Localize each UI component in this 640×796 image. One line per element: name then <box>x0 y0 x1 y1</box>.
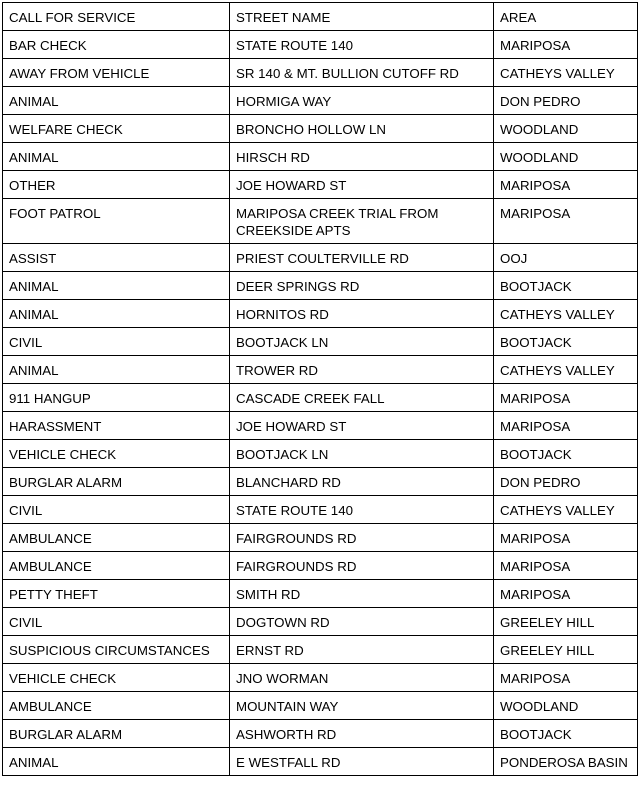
table-row <box>3 608 638 636</box>
call-for-service-cell: AMBULANCE <box>3 552 230 580</box>
table-row <box>3 59 638 87</box>
call-for-service-cell: ASSIST <box>3 244 230 272</box>
area-cell: DON PEDRO <box>494 468 638 496</box>
street-name-cell: BLANCHARD RD <box>230 468 494 496</box>
street-name-cell: SMITH RD <box>230 580 494 608</box>
street-name-cell: MOUNTAIN WAY <box>230 692 494 720</box>
street-name-cell: DEER SPRINGS RD <box>230 272 494 300</box>
area-cell: CATHEYS VALLEY <box>494 356 638 384</box>
street-name-cell: BRONCHO HOLLOW LN <box>230 115 494 143</box>
street-name-cell: BOOTJACK LN <box>230 328 494 356</box>
area-cell: WOODLAND <box>494 692 638 720</box>
table-row <box>3 524 638 552</box>
call-for-service-cell: ANIMAL <box>3 87 230 115</box>
area-cell: MARIPOSA <box>494 31 638 59</box>
table-row <box>3 664 638 692</box>
street-name-cell: HIRSCH RD <box>230 143 494 171</box>
table-body <box>3 3 638 776</box>
table-row <box>3 143 638 171</box>
area-cell: BOOTJACK <box>494 328 638 356</box>
call-for-service-cell: CIVIL <box>3 328 230 356</box>
call-for-service-cell: AMBULANCE <box>3 692 230 720</box>
call-for-service-cell: PETTY THEFT <box>3 580 230 608</box>
table-row <box>3 580 638 608</box>
area-cell: GREELEY HILL <box>494 636 638 664</box>
call-for-service-cell: ANIMAL <box>3 748 230 776</box>
street-name-cell: E WESTFALL RD <box>230 748 494 776</box>
area-cell: DON PEDRO <box>494 87 638 115</box>
calls-for-service-table <box>2 2 638 776</box>
table-row <box>3 199 638 244</box>
call-for-service-cell: CIVIL <box>3 608 230 636</box>
table-row <box>3 244 638 272</box>
table-row <box>3 171 638 199</box>
area-cell: MARIPOSA <box>494 580 638 608</box>
header-row <box>3 3 638 31</box>
table-row <box>3 31 638 59</box>
area-cell: MARIPOSA <box>494 412 638 440</box>
table-row <box>3 692 638 720</box>
area-cell: MARIPOSA <box>494 664 638 692</box>
column-header: CALL FOR SERVICE <box>3 3 230 31</box>
street-name-cell: DOGTOWN RD <box>230 608 494 636</box>
area-cell: MARIPOSA <box>494 171 638 199</box>
call-for-service-cell: AWAY FROM VEHICLE <box>3 59 230 87</box>
call-for-service-cell: WELFARE CHECK <box>3 115 230 143</box>
street-name-cell: MARIPOSA CREEK TRIAL FROM CREEKSIDE APTS <box>230 199 494 244</box>
call-for-service-cell: BURGLAR ALARM <box>3 468 230 496</box>
table-row <box>3 412 638 440</box>
call-for-service-cell: FOOT PATROL <box>3 199 230 244</box>
area-cell: PONDEROSA BASIN <box>494 748 638 776</box>
street-name-cell: TROWER RD <box>230 356 494 384</box>
area-cell: WOODLAND <box>494 115 638 143</box>
table-row <box>3 384 638 412</box>
street-name-cell: PRIEST COULTERVILLE RD <box>230 244 494 272</box>
street-name-cell: STATE ROUTE 140 <box>230 496 494 524</box>
call-for-service-cell: ANIMAL <box>3 272 230 300</box>
area-cell: MARIPOSA <box>494 524 638 552</box>
call-for-service-cell: ANIMAL <box>3 300 230 328</box>
street-name-cell: JNO WORMAN <box>230 664 494 692</box>
column-header: STREET NAME <box>230 3 494 31</box>
table-row <box>3 87 638 115</box>
call-for-service-cell: VEHICLE CHECK <box>3 440 230 468</box>
table-row <box>3 720 638 748</box>
area-cell: CATHEYS VALLEY <box>494 300 638 328</box>
call-for-service-cell: AMBULANCE <box>3 524 230 552</box>
call-for-service-cell: BAR CHECK <box>3 31 230 59</box>
street-name-cell: BOOTJACK LN <box>230 440 494 468</box>
area-cell: MARIPOSA <box>494 199 638 244</box>
area-cell: CATHEYS VALLEY <box>494 59 638 87</box>
area-cell: CATHEYS VALLEY <box>494 496 638 524</box>
call-for-service-cell: OTHER <box>3 171 230 199</box>
table-row <box>3 300 638 328</box>
street-name-cell: ASHWORTH RD <box>230 720 494 748</box>
table-row <box>3 496 638 524</box>
area-cell: MARIPOSA <box>494 552 638 580</box>
street-name-cell: HORMIGA WAY <box>230 87 494 115</box>
street-name-cell: STATE ROUTE 140 <box>230 31 494 59</box>
table-row <box>3 440 638 468</box>
table-row <box>3 468 638 496</box>
call-for-service-cell: SUSPICIOUS CIRCUMSTANCES <box>3 636 230 664</box>
column-header: AREA <box>494 3 638 31</box>
call-for-service-cell: ANIMAL <box>3 143 230 171</box>
street-name-cell: CASCADE CREEK FALL <box>230 384 494 412</box>
table-row <box>3 748 638 776</box>
call-for-service-cell: CIVIL <box>3 496 230 524</box>
table-row <box>3 552 638 580</box>
call-for-service-cell: 911 HANGUP <box>3 384 230 412</box>
call-for-service-cell: HARASSMENT <box>3 412 230 440</box>
area-cell: BOOTJACK <box>494 272 638 300</box>
area-cell: OOJ <box>494 244 638 272</box>
area-cell: BOOTJACK <box>494 440 638 468</box>
table-row <box>3 115 638 143</box>
call-for-service-cell: BURGLAR ALARM <box>3 720 230 748</box>
street-name-cell: FAIRGROUNDS RD <box>230 524 494 552</box>
area-cell: WOODLAND <box>494 143 638 171</box>
table-row <box>3 636 638 664</box>
area-cell: BOOTJACK <box>494 720 638 748</box>
area-cell: MARIPOSA <box>494 384 638 412</box>
area-cell: GREELEY HILL <box>494 608 638 636</box>
table-row <box>3 328 638 356</box>
street-name-cell: ERNST RD <box>230 636 494 664</box>
street-name-cell: JOE HOWARD ST <box>230 171 494 199</box>
street-name-cell: JOE HOWARD ST <box>230 412 494 440</box>
street-name-cell: HORNITOS RD <box>230 300 494 328</box>
call-for-service-cell: ANIMAL <box>3 356 230 384</box>
table-row <box>3 356 638 384</box>
call-for-service-cell: VEHICLE CHECK <box>3 664 230 692</box>
street-name-cell: FAIRGROUNDS RD <box>230 552 494 580</box>
table-row <box>3 272 638 300</box>
street-name-cell: SR 140 & MT. BULLION CUTOFF RD <box>230 59 494 87</box>
